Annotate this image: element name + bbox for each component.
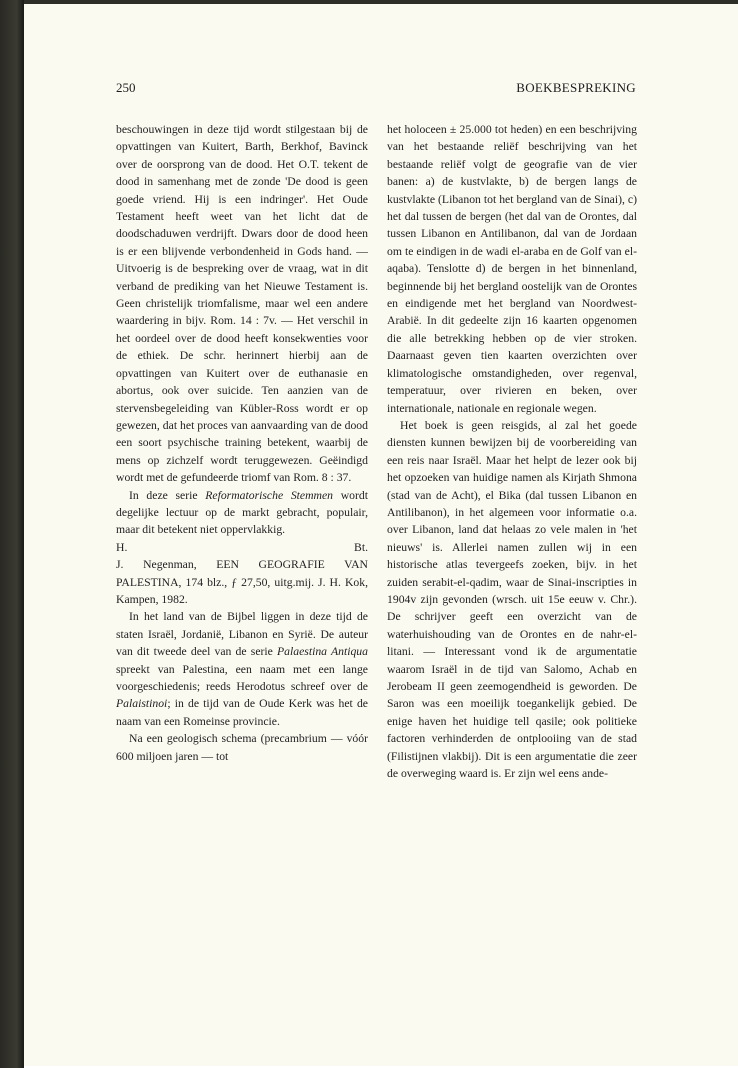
page-number: 250 [116,80,136,95]
p2-text-before: In deze serie [129,488,206,502]
page-header [116,80,636,98]
p2-text-after: wordt degelijke lectuur op de markt gebracht, populair, maar dit betekent niet oppervlakkig. [116,488,368,537]
term-palaistinoi: Palaistinoi [116,697,168,711]
p3-text-after: ; in de tijd van de Oude Kerk was het de naam van een Romeinse provincie. [116,697,368,728]
p3-text-before: In het land van de Bijbel liggen in deze tijd de staten Israël, Jordanië, Libanon en Syrië. De auteur van dit tweede deel van de serie [116,610,368,659]
left-paragraph-3 [116,608,368,730]
right-paragraph-2: Het boek is geen reisgids, al zal het goede diensten kunnen bewijzen bij de voorbereiding van een reis naar Israël. Maar het helpt de lezer ook bij het opzoeken van huidige namen als Kirjath Shmona (stad van de Acht), el Bika (dal tussen Libanon en Antilibanon), in het algemeen voor informatie o.a. over Libanon, land dat helaas zo vele malen in 'het nieuws' is. Allerlei namen zullen wij in een historische atlas tevergeefs zoeken, bijv. in het zuiden serabit-el-qadim, waar de Sinai-inscripties in 1904v zijn gevonden (wrsch. uit 15e eeuw v. Chr.). De schrijver geeft een overzicht van de waterhuishouding van de Orontes en de nahr-el-litani. — Interessant vond ik de argumentatie waarom Israël in de tijd van Salomo, Achab en Jerobeam II geen zeemogendheid is geworden. De Saron was een moeilijk toegankelijk gebied. De enige haven het huidige tell qasile; ook politieke factoren verhinderden de ontplooiing van de stad (Filistijnen vlakbij). Dit is een argumentatie die zeer de overweging waard is. Er zijn wel eens ande- [387,418,637,781]
left-paragraph-2 [116,487,368,539]
left-paragraph-4: Na een geologisch schema (precambrium — vóór 600 miljoen jaren — tot [116,732,368,763]
reviewer-signature [116,539,368,556]
running-head: BOEKBESPREKING [516,80,636,95]
series-title-reformatorische-stemmen: Reformatorische Stemmen [205,488,334,502]
series-title-palaestina-antiqua: Palaestina Antiqua [277,645,368,659]
scan-left-edge [0,0,24,1068]
right-column [387,121,637,782]
signature-right: Bt. [354,540,368,554]
left-paragraph-1: beschouwingen in deze tijd wordt stilgestaan bij de opvattingen van Kuitert, Barth, Berkhof, Bavinck over de oorsprong van de dood. Het O.T. tekent de dood in samenhang met de zonde 'De dood is geen goede vriend. Hij is een indringer'. Het Oude Testament heeft weet van het licht dat de doodschaduwen verdrijft. Dwars door de dood heen is er een blijvende verbondenheid in Gods hand. — Uitvoerig is de bespreking over de vraag, wat in dit verband de prediking van het Nieuwe Testament is. Geen christelijk triomfalisme, maar wel een andere waardering in bijv. Rom. 14 : 7v. — Het verschil in het oordeel over de dood heeft konsekwenties voor de ethiek. De schr. herinnert hierbij aan de opvattingen van Kuitert over de euthanasie en abortus, ook over suicide. Ten aanzien van de stervensbegeleiding van Kübler-Ross wordt er op gewezen, dat het proces van aanvaarding van de dood een soort psychische training betekent, waarbij de mens op zichzelf wordt teruggewezen. Geëindigd wordt met de gefundeerde triomf van Rom. 8 : 37. [116,123,368,485]
p3-text-mid: spreekt van Palestina, een naam met een lange voorgeschiedenis; reeds Herodotus schreef over de [116,662,368,693]
book-notice: J. Negenman, EEN GEOGRAFIE VAN PALESTINA, 174 blz., ƒ 27,50, uitg.mij. J. H. Kok, Kampen, 1982. [116,558,368,606]
left-column [116,121,368,765]
right-paragraph-1: het holoceen ± 25.000 tot heden) en een beschrijving van het bestaande reliëf beschrijving van het bestaande reliëf volgt de geografie van de vier banen: a) de kustvlakte, b) de bergen langs de kustvlakte (Libanon tot het bergland van de Sinai), c) het dal tussen de bergen (het dal van de Orontes, dal tussen Libanon en Antilibanon, dal van de Jordaan om te eindigen in de wadi el-araba en de Golf van el-aqaba). Tenslotte d) de bergen in het binnenland, beginnende bij het bergland oostelijk van de Orontes en eindigende met het bergland van Noordwest-Arabië. In dit gedeelte zijn 16 kaarten opgenomen die alle betrekking hebben op de vier stroken. Daarnaast geven tien kaarten overzichten over klimatologische omstandigheden, over regenval, temperatuur, over rivieren en beken, over internationale, nationale en regionale wegen. [387,123,637,415]
signature-left: H. [116,540,128,554]
